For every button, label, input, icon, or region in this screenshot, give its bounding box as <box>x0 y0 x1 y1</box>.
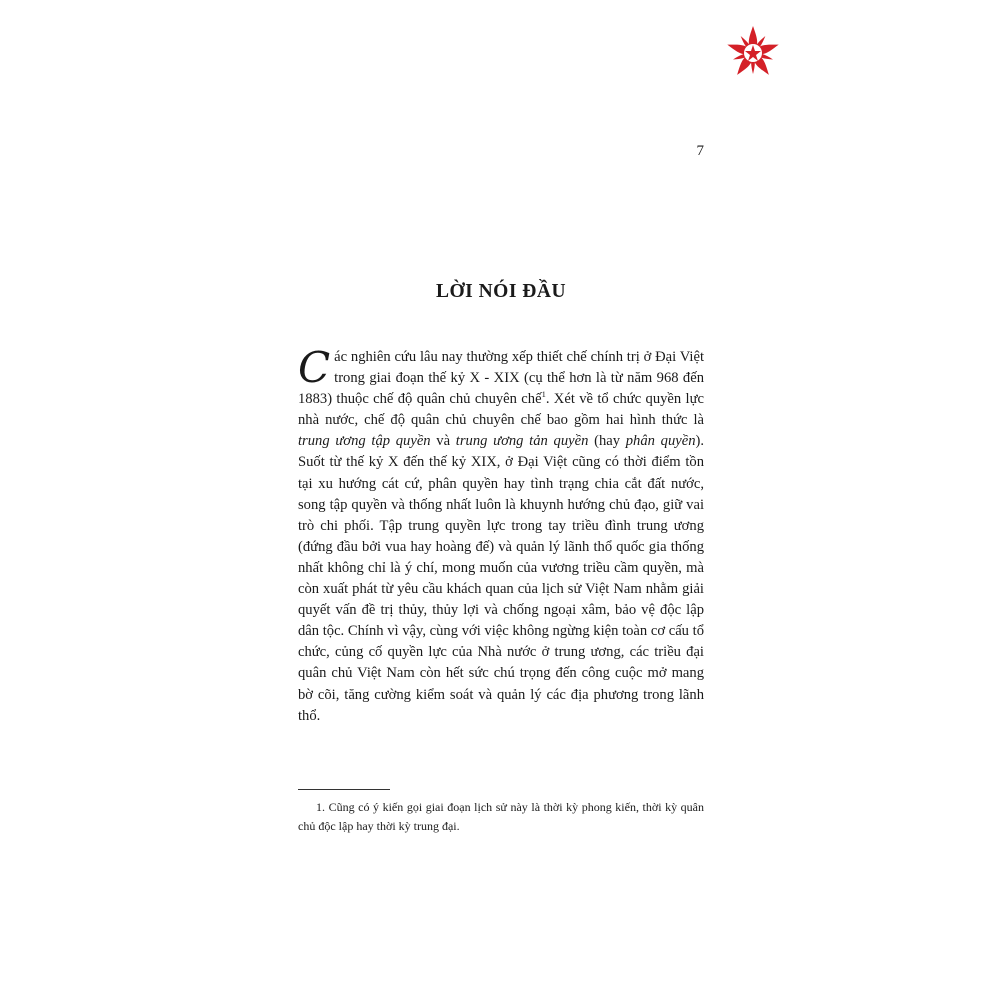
footnote: 1. Cũng có ý kiến gọi giai đoạn lịch sử này là thời kỳ phong kiến, thời kỳ quân chủ độc lập hay thời kỳ trung đại. <box>298 800 704 833</box>
body-text-4: (hay <box>588 433 626 450</box>
footnote-reference[interactable]: 1 <box>541 389 546 400</box>
body-text-1: ác nghiên cứu lâu nay thường xếp thiết chế chính trị ở Đại Việt trong giai đoạn thế kỷ X - XIX (cụ thể hơn là từ năm 968 đến 1883) thuộc chế độ quân chủ chuyên chế <box>298 349 704 408</box>
body-text-5: ). Suốt từ thế kỷ X đến thế kỷ XIX, ở Đại Việt cũng có thời điểm tồn tại xu hướng cát cứ, phân quyền hay tình trạng chia cắt đất nước, song tập quyền và thống nhất luôn là khuynh hướng chủ đạo, giữ vai trò chi phối. Tập trung quyền lực trong tay triều đình trung ương (đứng đầu bởi vua hay hoàng đế) và quản lý lãnh thổ quốc gia thống nhất không chỉ là ý chí, mong muốn của vương triều cầm quyền, mà còn xuất phát từ yêu cầu khách quan của lịch sử Việt Nam nhằm giải quyết vấn đề trị thủy, thủy lợi và chống ngoại xâm, bảo vệ độc lập dân tộc. Chính vì vậy, cùng với việc không ngừng kiện toàn cơ cấu tổ chức, củng cố quyền lực của Nhà nước ở trung ương, các triều đại quân chủ Việt Nam còn hết sức chú trọng đến công cuộc mở mang bờ cõi, tăng cường kiểm soát và quản lý các địa phương trong lãnh thổ. <box>298 433 705 724</box>
drop-cap: C <box>298 343 331 392</box>
term-separation: phân quyền <box>625 433 696 450</box>
body-text-3: và <box>430 433 456 450</box>
page-title: LỜI NÓI ĐẦU <box>435 281 567 302</box>
red-star-flower-emblem-icon <box>724 24 782 82</box>
publisher-logo <box>724 24 782 82</box>
term-centralized: trung ương tập quyền <box>298 433 431 450</box>
footnote-divider <box>298 789 390 790</box>
body-text-2: . Xét về tổ chức quyền lực nhà nước, chế độ quân chủ chuyên chế bao gồm hai hình thức là <box>298 391 704 429</box>
page-number: 7 <box>696 143 704 159</box>
term-decentralized: trung ương tản quyền <box>455 433 589 450</box>
body-paragraph <box>298 343 705 727</box>
